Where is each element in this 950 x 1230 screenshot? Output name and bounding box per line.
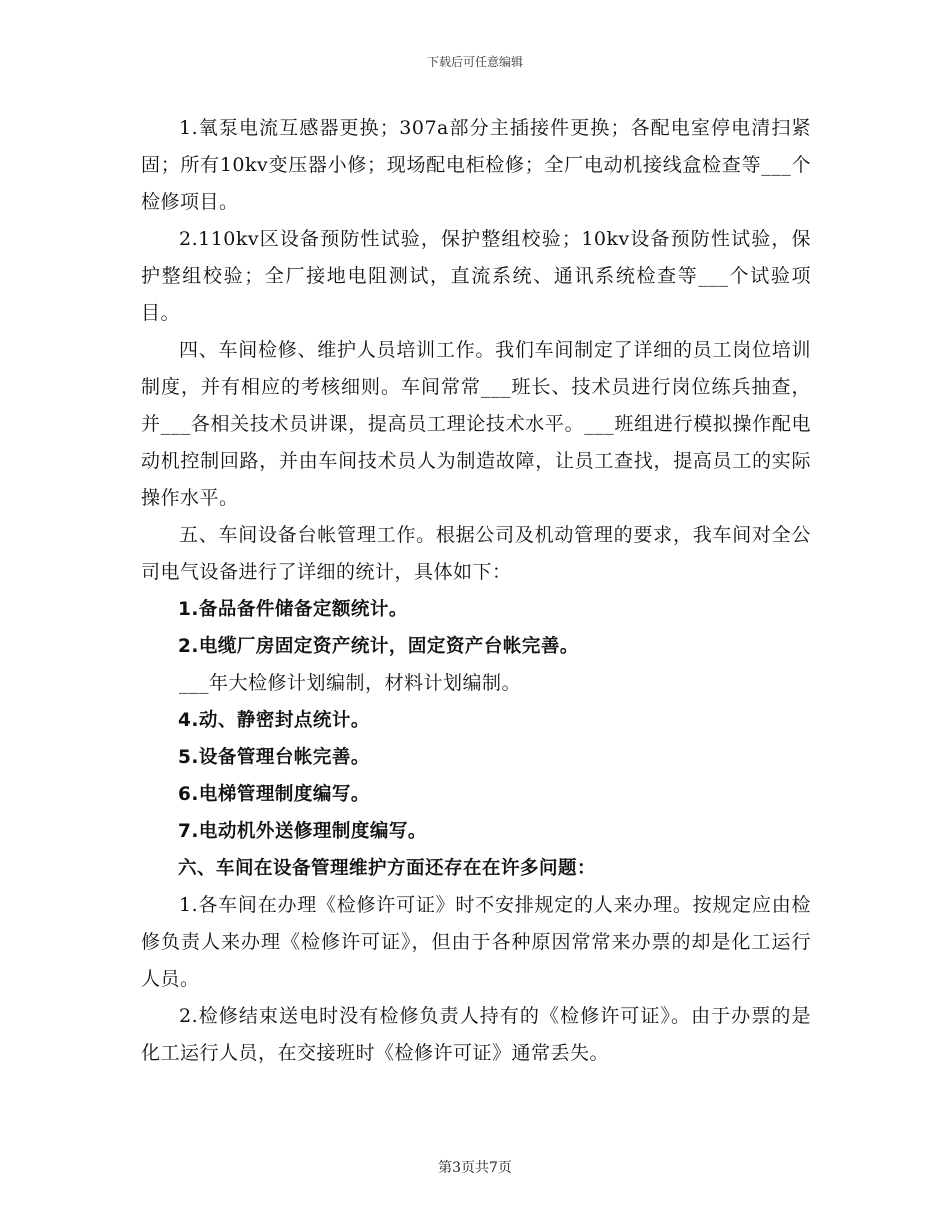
paragraph-1: 1.氧泵电流互感器更换；307a部分主插接件更换；各配电室停电清扫紧固；所有10kv变压器小修；现场配电柜检修；全厂电动机接线盒检查等___个检修项目。 xyxy=(141,117,811,213)
paragraph-4: 五、车间设备台帐管理工作。根据公司及机动管理的要求，我车间对全公司电气设备进行了详细的统计，具体如下： xyxy=(141,524,811,583)
document-body xyxy=(141,110,811,1072)
paragraph-11: 7.电动机外送修理制度编写。 xyxy=(178,821,427,842)
paragraph-13: 1.各车间在办理《检修许可证》时不安排规定的人来办理。按规定应由检修负责人来办理《检修许可证》，但由于各种原因常常来办票的却是化工运行人员。 xyxy=(141,894,811,990)
paragraph-10: 6.电梯管理制度编写。 xyxy=(178,784,370,805)
paragraph-9: 5.设备管理台帐完善。 xyxy=(178,747,370,768)
paragraph-5: 1.备品备件储备定额统计。 xyxy=(178,599,408,620)
page-header: 下载后可任意编辑 xyxy=(426,55,523,69)
paragraph-14: 2.检修结束送电时没有检修负责人持有的《检修许可证》。由于办票的是化工运行人员，在交接班时《检修许可证》通常丢失。 xyxy=(141,1005,811,1064)
paragraph-12: 六、车间在设备管理维护方面还存在在许多问题： xyxy=(178,858,597,879)
paragraph-2: 2.110kv区设备预防性试验，保护整组校验；10kv设备预防性试验，保护整组校验；全厂接地电阻测试，直流系统、通讯系统检查等___个试验项目。 xyxy=(141,228,811,324)
paragraph-8: 4.动、静密封点统计。 xyxy=(178,710,370,731)
paragraph-3: 四、车间检修、维护人员培训工作。我们车间制定了详细的员工岗位培训制度，并有相应的考核细则。车间常常___班长、技术员进行岗位练兵抽查，并___各相关技术员讲课，提高员工理论技术水平。___班组进行模拟操作配电动机控制回路，并由车间技术员人为制造故障，让员工查找，提高员工的实际操作水平。 xyxy=(141,339,811,509)
page-footer: 第3页共7页 xyxy=(438,1160,512,1176)
paragraph-6: 2.电缆厂房固定资产统计，固定资产台帐完善。 xyxy=(178,636,579,657)
paragraph-7: ___年大检修计划编制，材料计划编制。 xyxy=(179,672,522,694)
